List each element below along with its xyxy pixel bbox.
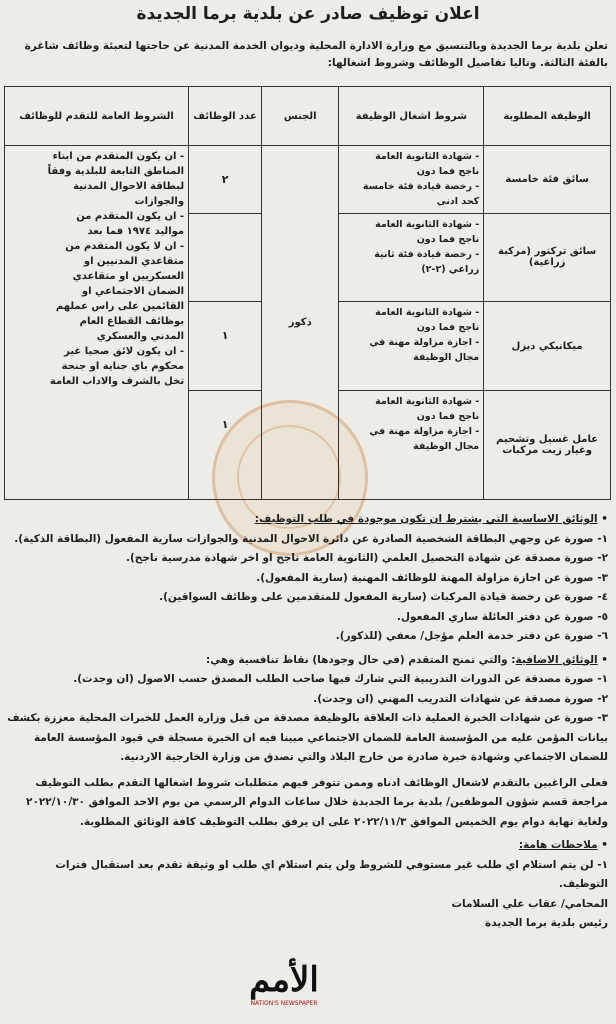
list-item: ٢- صورة مصدقة عن شهادة التحصيل العلمي (الثانوية العامة ناجح او اخر شهادة مدرسية ناجح). (125, 552, 608, 564)
list-item: ٢- صورة مصدقة عن شهادات التدريب المهني (ان وجدت). (313, 692, 608, 705)
job-count: ١ (189, 391, 262, 500)
header-count: عدد الوظائف (189, 87, 262, 146)
list-item: ٤- صورة عن رخصة قيادة المركبات (سارية المفعول للمتقدمين على وظائف السواقين). (159, 591, 608, 603)
signature-name: المحامي/ عقاب علي السلامات (451, 897, 608, 910)
notes-heading: • ملاحظات هامة: (518, 839, 608, 851)
notes-text: ١- لن يتم استلام اي طلب غير مستوفي للشروط ولن يتم استلام اي طلب او وثيقة تقدم بعد استقبال فترات التوظيف. (55, 858, 608, 890)
application-instructions: فعلى الراغبين بالتقدم لاشغال الوظائف ادناه وممن تتوفر فيهم متطلبات شروط اشغالها التقدم بطلب التوظيف مراجعة قسم شؤون الموظفين/ بلدية برما الجديدة خلال ساعات الدوام الرسمي من يوم الاحد الموافق ٢٠٢٢/١٠/٣٠ ولغاية نهاية دوام يوم الخميس الموافق ٢٠٢٢/١١/٣ على ان يرفق بطلب التوظيف كافة الوثائق المطلوبة. (26, 776, 608, 828)
job-requirements: - شهادة الثانوية العامة ناجح فما دون - رخصة قيادة فئة ثانية زراعي (٢-٢) (339, 213, 484, 302)
job-count: ١ (189, 302, 262, 391)
intro-paragraph: تعلن بلدية برما الجديدة وبالتنسيق مع وزارة الادارة المحلية وديوان الخدمة المدنية عن حاجتها لتعبئة وظائف شاغرة بالفئة الثالثة. وتاليا تفاصيل الوظائف وشروط اشغالها: (24, 40, 608, 69)
job-count (189, 213, 262, 302)
list-item: ٥- صورة عن دفتر العائلة ساري المفعول. (396, 610, 608, 623)
job-title: سائق تركتور (مركبة زراعية) (484, 213, 611, 302)
job-requirements: - شهادة الثانوية العامة ناجح فما دون - اجازة مزاولة مهنة في مجال الوظيفة (339, 302, 484, 391)
list-item: ٣- صورة عن اجازة مزاولة المهنة للوظائف المهنية (سارية المفعول). (256, 571, 608, 584)
job-title: عامل غسيل وتشحيم وغيار زيت مركبات (484, 391, 611, 500)
jobs-table (4, 86, 611, 500)
job-count: ٢ (189, 146, 262, 214)
signature-position: رئيس بلدية برما الجديدة (485, 917, 608, 929)
job-title: سائق فئة خامسة (484, 146, 611, 214)
job-requirements: - شهادة الثانوية العامة ناجح فما دون - اجازة مزاولة مهنة في مجال الوظيفة (339, 391, 484, 500)
table-row (5, 146, 611, 214)
documents-section (6, 510, 608, 934)
gender-cell: ذكور (262, 146, 339, 500)
job-requirements: - شهادة الثانوية العامة ناجح فما دون - رخصة قيادة فئة خامسة كحد ادنى (339, 146, 484, 214)
extra-documents-heading: • الوثائق الاضافية: والتي تمنح المتقدم (في حال وجودها) نقاط تنافسية وهي: (206, 653, 608, 666)
header-conditions: الشروط العامة للتقدم للوظائف (5, 87, 189, 146)
general-conditions: - ان يكون المتقدم من ابناء المناطق التابعة للبلدية وفقاً لبطاقة الاحوال المدنية والجوازات - ان يكون المتقدم من مواليد ١٩٧٤ فما بعد - ان لا يكون المتقدم من متقاعدي المدنيين او العسكريين او متقاعدي الضمان الاجتماعي او القائمين على راس عملهم بوظائف القطاع العام المدني والعسكري - ان يكون لائق صحيا غير محكوم باي جناية او جنحة تخل بالشرف والاداب العامة (5, 146, 189, 500)
header-job: الوظيفة المطلوبة (484, 87, 611, 146)
list-item: ٦- صورة عن دفتر خدمة العلم مؤجل/ معفي (للذكور). (335, 630, 608, 642)
list-item: ٣- صورة عن شهادات الخبرة العملية ذات العلاقة بالوظيفة مصدقة من قبل وزارة العمل للخبرات المحلية معززة بكشف بيانات المؤمن عليه من المؤسسة العامة للضمان الاجتماعي مبينا فيه ان الخبرة مسجلة في قيود المؤسسة العامة للضمان الاجتماعي وشهادة خبرة صادرة من خارج البلاد والتي تصدق من وزارة الخارجية الاردنية. (7, 712, 608, 763)
page-title: اعلان توظيف صادر عن بلدية برما الجديدة (136, 4, 480, 24)
list-item: ١- صورة عن وجهي البطاقة الشخصية الصادرة عن دائرة الاحوال المدنية والجوازات سارية المفعول (البطاقة الذكية). (14, 532, 608, 545)
table-header-row (5, 87, 611, 146)
header-gender: الجنس (262, 87, 339, 146)
header-requirements: شروط اشغال الوظيفة (339, 87, 484, 146)
newspaper-logo: الأمم NATION'S NEWSPAPER (249, 960, 319, 1007)
basic-documents-heading: • الوثائق الاساسية التي يشترط ان تكون موجودة في طلب التوظيف: (254, 513, 608, 525)
job-title: ميكانيكي ديزل (484, 302, 611, 391)
notes-section (6, 836, 608, 895)
list-item: ١- صورة مصدقة عن الدورات التدريبية التي شارك فيها صاحب الطلب المصدق حسب الاصول (ان وجدت). (73, 673, 608, 685)
